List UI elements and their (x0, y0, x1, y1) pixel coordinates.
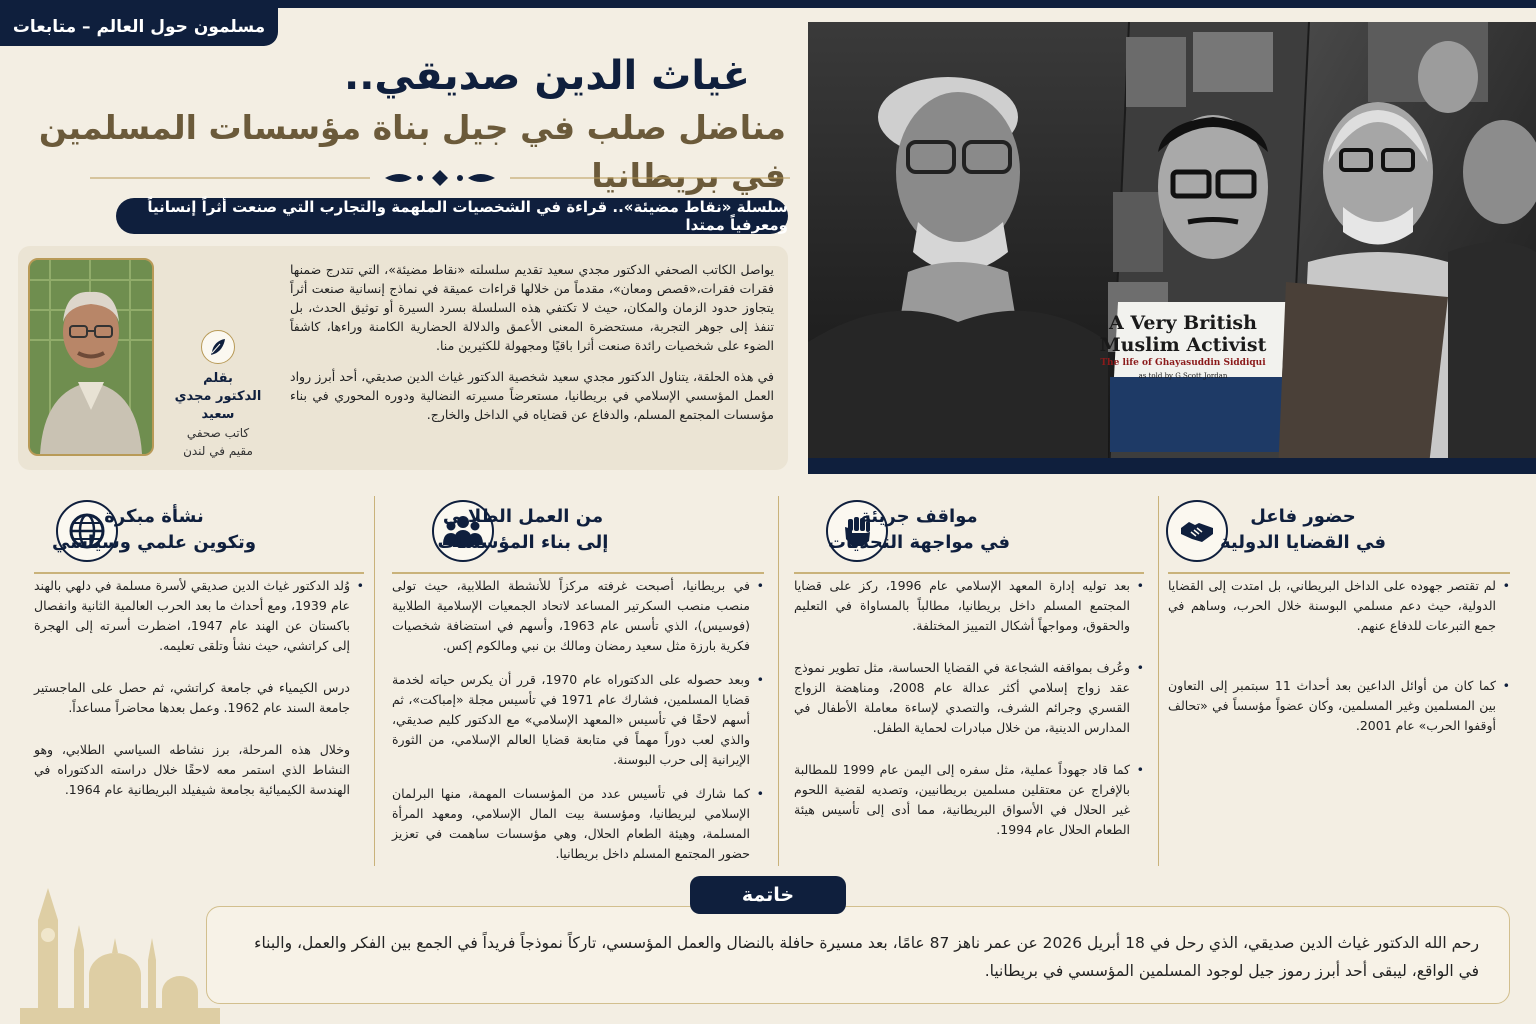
column-body (34, 576, 364, 814)
column-rule (392, 572, 764, 574)
column-body (1168, 576, 1510, 750)
hero-photo-collage (808, 22, 1536, 474)
column-rule (1168, 572, 1510, 574)
column-title-line-1: حضور فاعل (1250, 506, 1356, 527)
column-header (392, 496, 764, 568)
london-skyline-icon (20, 880, 220, 1024)
column-student-work (392, 496, 764, 868)
series-banner: سلسلة «نقاط مضيئة».. قراءة في الشخصيات الملهمة والتجارب التي صنعت أثراً إنسانياً ومعرفياً ممتدا (116, 198, 788, 234)
column-body (392, 576, 764, 878)
conclusion-label: خاتمة (690, 876, 846, 914)
headline-line-1: غياث الدين صديقي.. (344, 53, 750, 99)
column-divider (374, 496, 375, 866)
column-title (794, 504, 1044, 556)
column-header (794, 496, 1144, 568)
intro-paragraph-1: يواصل الكاتب الصحفي الدكتور مجدي سعيد تقديم سلسلته «نقاط مضيئة»، التي تتدرج ضمنها فقرات فقرات،«قصص ومعان»، مقدماً من خلالها قراءات عميقة في نماذج إنسانية صنعت أثراً يتجاوز حدود الزمان والمكان، حيث لا تكتفي هذه السلسلة بسرد السيرة أو توثيق الحدث، بل تنفذ إلى جوهر التجربة، مستحضرة المعنى الأعمق والدلالة الحضارية الكامنة وراءها، كاشفاً الضوء على شخصيات رائدة صنعت أثرا باقيًا ومجهولة للكثيرين منا. (290, 262, 774, 353)
author-by-label: بقلم (203, 371, 233, 386)
column-title-line-1: مواقف جريئة (860, 506, 978, 527)
column-title (1168, 504, 1438, 556)
book-cover-title (1098, 312, 1268, 380)
feather-pen-icon (201, 330, 235, 364)
list-item: • بعد توليه إدارة المعهد الإسلامي عام 1996، ركز على قضايا المجتمع المسلم داخل بريطانيا، مطالباً بالمساواة في التعليم والحقوق، ومواجهاً أشكال التمييز المختلفة. (794, 576, 1144, 636)
column-title-line-2: في مواجهة التحديات (827, 532, 1011, 553)
intro-paragraph-2: في هذه الحلقة، يتناول الدكتور مجدي سعيد شخصية الدكتور غياث الدين صديقي، أحد أبرز رواد العمل المؤسسي الإسلامي في بريطانيا، مستعرضاً مسيرته النضالية ودوره المحوري في بناء مؤسسات المجتمع المسلم، والدفاع عن قضاياه في الداخل والخارج. (290, 369, 774, 422)
top-accent-bar (0, 0, 1536, 8)
column-rule (794, 572, 1144, 574)
column-positions (794, 496, 1144, 868)
intro-text (290, 260, 774, 436)
column-title-line-2: إلى بناء المؤسسات (437, 532, 609, 553)
headline-line-2: مناضل صلب في جيل بناة مؤسسات المسلمين في بريطانيا (38, 108, 786, 195)
column-title-line-2: في القضايا الدولية (1220, 532, 1386, 553)
list-item: • وعُرف بمواقفه الشجاعة في القضايا الحساسة، مثل تطوير نموذج عقد زواج إسلامي أكثر عدالة عام 2008، ومناهضة الزواج القسري وجرائم الشرف، والتصدي لإساءة معاملة الأطفال في المدارس الدينية، من خلال مبادرات لحماية الطفل. (794, 658, 1144, 738)
column-header (34, 496, 364, 568)
list-item: وخلال هذه المرحلة، برز نشاطه السياسي الطلابي، وهو النشاط الذي استمر معه لاحقًا خلال دراسته الدكتوراه في الهندسة الكيميائية بجامعة شيفيلد البريطانية عام 1964. (34, 742, 350, 797)
author-location: مقيم في لندن (183, 444, 253, 458)
column-early-life (34, 496, 364, 868)
list-item: درس الكيمياء في جامعة كراتشي، ثم حصل على الماجستير جامعة السند عام 1962. وعمل بعدها محاضراً مساعداً. (34, 680, 350, 715)
column-title (34, 504, 274, 556)
author-role: كاتب صحفي (186, 426, 250, 440)
list-item: • كما شارك في تأسيس عدد من المؤسسات المهمة، منها البرلمان الإسلامي لبريطانيا، ومؤسسة بيت المال الإسلامي، ومعهد المرأة المسلمة، وهيئة الطعام الحلال، وهي مؤسسات ساهمت في تعزيز حضور المجتمع المسلم داخل بريطانيا. (392, 784, 764, 864)
column-divider (778, 496, 779, 866)
column-rule (34, 572, 364, 574)
section-tag[interactable]: مسلمون حول العالم – متابعات (0, 8, 278, 46)
column-body (794, 576, 1144, 854)
list-item: • وُلد الدكتور غياث الدين صديقي لأسرة مسلمة في دلهي بالهند عام 1939، ومع أحداث ما بعد الحرب العالمية الثانية وانفصال باكستان عن الهند عام 1947، اضطرت أسرته إلى الهجرة إلى كراتشي، حيث نشأ وتلقى تعليمه. (34, 576, 364, 656)
column-international (1168, 496, 1510, 868)
column-title-line-2: وتكوين علمي وسياسي (51, 532, 257, 553)
list-item: • كما كان من أوائل الداعين بعد أحداث 11 سبتمبر إلى التعاون بين المسلمين وغير المسلمين، وكان عضواً مؤسساً في «تحالف أوقفوا الحرب» عام 2001. (1168, 676, 1510, 736)
column-title-line-1: من العمل الطلابي (442, 506, 604, 527)
column-divider (1158, 496, 1159, 866)
conclusion-box: رحم الله الدكتور غياث الدين صديقي، الذي رحل في 18 أبريل 2026 عن عمر ناهز 87 عامًا، بعد مسيرة حافلة بالنضال والعمل المؤسسي، تاركاً نموذجاً فريداً في الجمع بين الفكر والعمل، والبناء في الواقع، ليبقى أحد أبرز رموز جيل لوجود المسلمين المؤسسي في بريطانيا. (206, 906, 1510, 1004)
column-title (392, 504, 654, 556)
list-item: • كما قاد جهوداً عملية، مثل سفره إلى اليمن عام 1999 للمطالبة بالإفراج عن معتقلين مسلمين بريطانيين، وتصديه لقضية اللحوم غير الحلال في الأسواق البريطانية، مما أدى إلى تأسيس هيئة الطعام الحلال عام 1994. (794, 760, 1144, 840)
book-subtitle: The life of Ghayasuddin Siddiqui (1100, 358, 1266, 368)
ornament-divider-icon (90, 168, 790, 188)
hero-bottom-bar (808, 458, 1536, 474)
column-header (1168, 496, 1510, 568)
column-title-line-1: نشأة مبكرة (104, 506, 204, 527)
list-item: • وبعد حصوله على الدكتوراه عام 1970، قرر أن يكرس حياته لخدمة قضايا المسلمين، فشارك عام 1971 في تأسيس مجلة «إمباكت»، ثم أسهم لاحقًا في تأسيس «المعهد الإسلامي» مع الدكتور كليم صديقي، والذي لعب دوراً مهماً في متابعة قضايا العالم الإسلامي، من الثورة الإيرانية إلى حرب البوسنة. (392, 670, 764, 770)
book-author: as told by G Scott Jordan (1138, 372, 1228, 380)
list-item: • لم تقتصر جهوده على الداخل البريطاني، بل امتدت إلى القضايا الدولية، حيث دعم مسلمي البوسنة خلال الحرب، وساهم في جمع التبرعات للدفاع عنهم. (1168, 576, 1510, 636)
author-block (158, 330, 278, 460)
book-title: A Very British Muslim Activist (1099, 312, 1267, 356)
author-name[interactable]: الدكتور مجدي سعيد (174, 389, 262, 422)
author-photo (28, 258, 154, 456)
list-item: • في بريطانيا، أصبحت غرفته مركزاً للأنشطة الطلابية، حيث تولى منصب منصب السكرتير المساعد لاتحاد الجمعيات الإسلامية الطلابية (فوسيس)، الذي تأسس عام 1963، وأسهم في استضافة شخصيات فكرية بارزة مثل سعيد رمضان ومالك بن نبي ومالكوم إكس. (392, 576, 764, 656)
